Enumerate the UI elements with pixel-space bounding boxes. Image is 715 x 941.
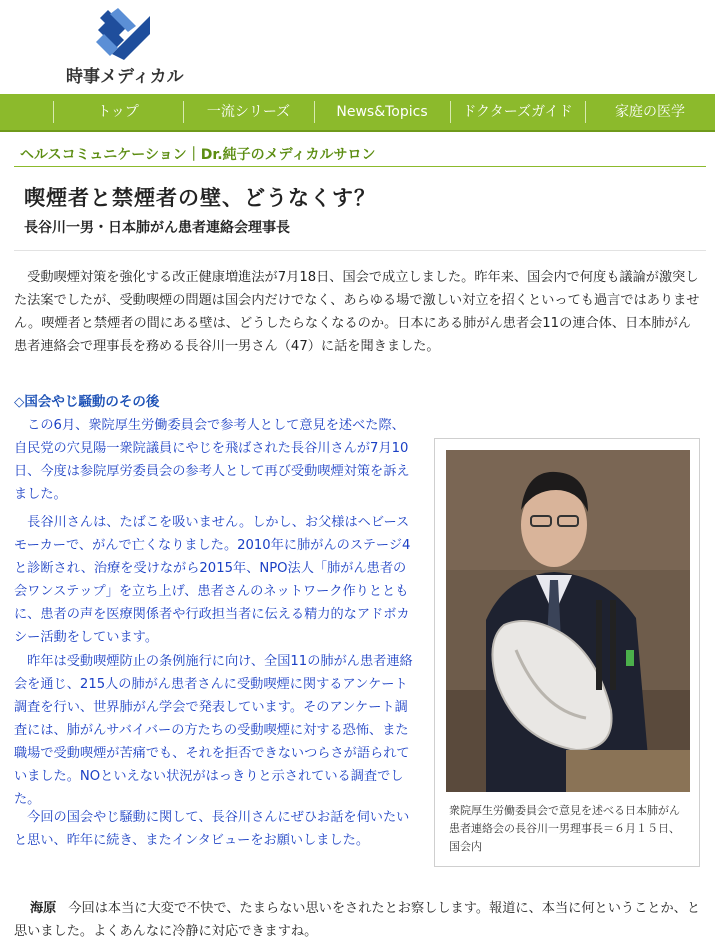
site-logo[interactable] (66, 8, 186, 87)
speaker-photo-illustration (446, 450, 690, 792)
interview-speaker: 海原 (30, 901, 57, 916)
breadcrumb-bar (14, 141, 706, 167)
nav-item-news-topics[interactable]: News&Topics (314, 94, 450, 130)
interview-text: 今回は本当に大変で不快で、たまらない思いをされたとお察しします。報道に、本当に何ということか、と思いました。よくあんなに冷静に対応できますね。 (14, 901, 701, 939)
logo-text: 時事メディカル (66, 67, 184, 87)
article-photo (446, 450, 690, 792)
article-subtitle: 長谷川一男・日本肺がん患者連絡会理事長 (24, 220, 290, 236)
nav-item-doctors-guide[interactable]: ドクターズガイド (450, 94, 585, 130)
article-paragraph: この6月、衆院厚生労働委員会で参考人として意見を述べた際、自民党の穴見陽一衆院議員にやじを飛ばされた長谷川さんが7月10日、今度は参院厚労委員会の参考人として再び受動喫煙対策を訴えました。 (14, 418, 410, 502)
title-divider (14, 250, 706, 251)
main-nav (0, 94, 715, 132)
photo-figure (434, 438, 700, 867)
article-title: 喫煙者と禁煙者の壁、どうなくす？ (24, 186, 376, 210)
nav-item-katei-no-igaku[interactable]: 家庭の医学 (585, 94, 715, 130)
nav-item-top[interactable]: トップ (53, 94, 183, 130)
photo-caption: 衆院厚生労働委員会で意見を述べる日本肺がん患者連絡会の長谷川一男理事長＝６月１５日、国会内 (449, 804, 680, 853)
article-paragraph: 昨年は受動喫煙防止の条例施行に向け、全国11の肺がん患者連絡会を通じ、215人の肺がん患者さんに受動喫煙に関するアンケート調査を行い、世界肺がん学会で発表しています。そのアンケート調査には、肺がんサバイバーの方たちの受動喫煙に対する恐怖、また職場で受動喫煙が苦痛でも、それを拒否できないつらさが語られていました。NOといえない状況がはっきりと示されている調査でした。 (14, 654, 413, 807)
nav-item-blank (0, 94, 53, 130)
article-intro: 受動喫煙対策を強化する改正健康増進法が7月18日、国会で成立しました。昨年来、国会内で何度も議論が激突した法案でしたが、受動喫煙の問題は国会内だけでなく、あらゆる場で激しい対立を招くといっても過言ではありません。喫煙者と禁煙者の間にある壁は、どうしたらなくなるのか。日本にある肺がん患者会11の連合体、日本肺がん患者連絡会で理事長を務める長谷川一男さん（47）に話を聞きました。 (14, 270, 700, 354)
section-heading: ◇国会やじ騒動のその後 (14, 394, 160, 410)
interview-line (14, 897, 704, 941)
nav-item-ichiryu-series[interactable]: 一流シリーズ (183, 94, 314, 130)
article-paragraph: 今回の国会やじ騒動に関して、長谷川さんにぜひお話を伺いたいと思い、昨年に続き、またインタビューをお願いしました。 (14, 810, 410, 848)
article-paragraph: 長谷川さんは、たばこを吸いません。しかし、お父様はヘビースモーカーで、がんで亡くなりました。2010年に肺がんのステージ4と診断され、治療を受けながら2015年、NPO法人「肺がん患者の会ワンステップ」を立ち上げ、患者さんのネットワーク作りとともに、患者の声を医療関係者や行政担当者に伝える精力的なアドボカシー活動をしています。 (14, 515, 411, 645)
site-header (0, 0, 715, 94)
jiji-medical-logo-icon (96, 8, 152, 60)
breadcrumb[interactable]: ヘルスコミュニケーション｜Dr.純子のメディカルサロン (20, 147, 376, 163)
